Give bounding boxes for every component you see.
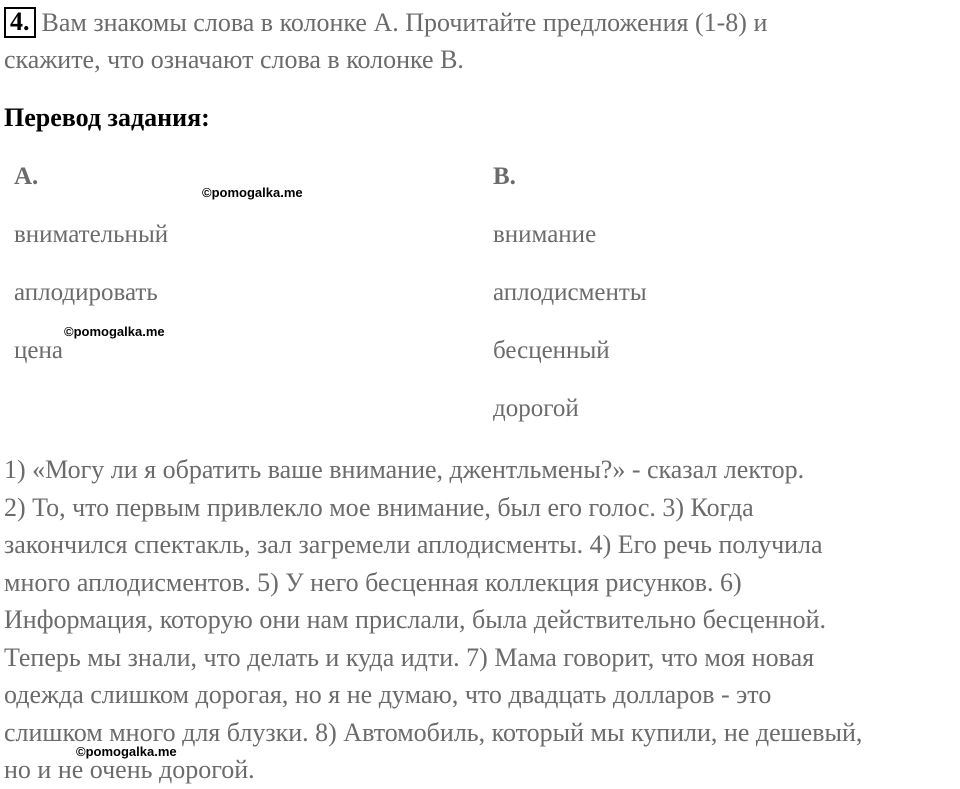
column-b-word: внимание (493, 221, 597, 248)
column-a-word: аплодировать (14, 279, 158, 306)
column-a (14, 158, 168, 390)
sentence-line: 1) «Могу ли я обратить ваше внимание, джентльмены?» - сказал лектор. (4, 455, 805, 484)
sentence-line: Теперь мы знали, что делать и куда идти. 7) Мама говорит, что моя новая (4, 642, 815, 672)
sentence-line: закончился спектакль, зал загремели аплодисменты. 4) Его речь получила (4, 530, 823, 559)
column-a-word: внимательный (14, 221, 169, 248)
column-b-header: В. (493, 163, 516, 190)
instruction-line-1: Вам знакомы слова в колонке А. Прочитайте предложения (1-8) и (41, 8, 768, 37)
column-b-word: аплодисменты (493, 279, 647, 306)
task-instruction (4, 4, 954, 78)
example-sentences (4, 451, 956, 789)
sentence-line: но и не очень дорогой. (4, 755, 255, 784)
watermark: ©pomogalka.me (202, 185, 303, 200)
sentence-line: Информация, которую они нам прислали, была действительно бесценной. (4, 605, 826, 634)
column-b-word: бесценный (493, 337, 610, 364)
watermark: ©pomogalka.me (64, 324, 165, 339)
column-a-word: цена (14, 337, 63, 364)
sentence-line: 2) То, что первым привлекло мое внимание, был его голос. 3) Когда (4, 492, 754, 522)
instruction-line-2: скажите, что означают слова в колонке В. (4, 45, 464, 74)
watermark: ©pomogalka.me (76, 744, 177, 759)
sentence-line: слишком много для блузки. 8) Автомобиль, который мы купили, не дешевый, (4, 717, 863, 747)
sentence-line: одежда слишком дорогая, но я не думаю, что двадцать долларов - это (4, 680, 772, 709)
column-a-header: А. (14, 163, 39, 190)
sentence-line: много аплодисментов. 5) У него бесценная коллекция рисунков. 6) (4, 567, 742, 597)
task-number-badge: 4. (4, 7, 36, 38)
translation-heading: Перевод задания: (4, 103, 210, 132)
column-b-word: дорогой (493, 395, 579, 422)
column-b (493, 158, 647, 448)
